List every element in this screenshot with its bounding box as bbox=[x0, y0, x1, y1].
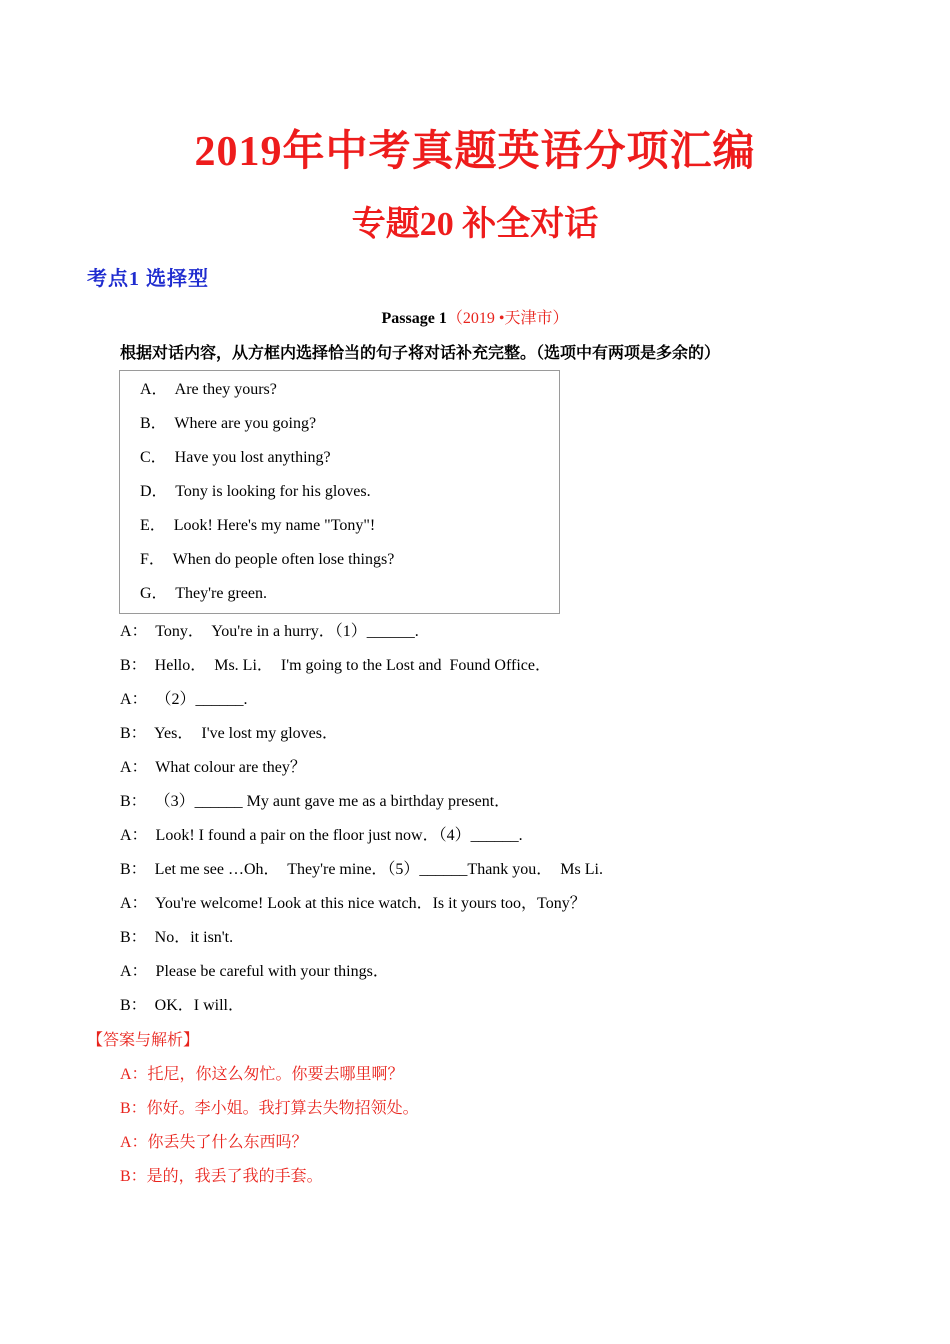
dialogue-line: A： Tony． You're in a hurry．（1）______. bbox=[120, 623, 419, 640]
option-d: D． Tony is looking for his gloves. bbox=[140, 483, 371, 500]
dialogue-line: B： Let me see …Oh． They're mine．（5）______Thank you． Ms Li. bbox=[120, 861, 603, 878]
options-box bbox=[119, 370, 560, 614]
dialogue-line: B： No．it isn't. bbox=[120, 929, 234, 946]
answer-line: B：你好。李小姐。我打算去失物招领处。 bbox=[120, 1100, 419, 1117]
passage-source-close: ） bbox=[552, 310, 569, 327]
passage-label: Passage 1 bbox=[381, 310, 447, 327]
dialogue-line: B： Yes． I've lost my gloves． bbox=[120, 725, 339, 742]
dialogue-line: A： Please be careful with your things． bbox=[120, 963, 389, 980]
dialogue-line: B： （3）______ My aunt gave me as a birthday present． bbox=[120, 793, 511, 810]
option-c: C． Have you lost anything? bbox=[140, 449, 331, 466]
passage-header bbox=[0, 305, 950, 328]
dialogue-line: A： （2）______. bbox=[120, 691, 248, 708]
passage-source: 2019 •天津市 bbox=[462, 310, 553, 327]
passage-source-open: （ bbox=[446, 310, 463, 327]
dialogue-line: B： OK．I will． bbox=[120, 997, 245, 1014]
answer-line: A：托尼，你这么匆忙。你要去哪里啊？ bbox=[120, 1066, 404, 1083]
dialogue-line: A： Look! I found a pair on the floor just now．（4）______. bbox=[120, 827, 523, 844]
dialogue-line: A： You're welcome! Look at this nice watch．Is it yours too，Tony？ bbox=[120, 895, 586, 912]
answer-line: B：是的，我丢了我的手套。 bbox=[120, 1168, 323, 1185]
option-g: G． They're green. bbox=[140, 585, 267, 602]
section-heading: 考点1 选择型 bbox=[87, 268, 209, 290]
instruction-text: 根据对话内容，从方框内选择恰当的句子将对话补充完整。（选项中有两项是多余的） bbox=[120, 345, 721, 362]
dialogue-line: A： What colour are they？ bbox=[120, 759, 306, 776]
answer-line: A：你丢失了什么东西吗？ bbox=[120, 1134, 308, 1151]
answer-heading: 【答案与解析】 bbox=[87, 1032, 200, 1049]
document-subtitle: 专题20 补全对话 bbox=[351, 206, 599, 243]
option-a: A． Are they yours? bbox=[140, 381, 277, 398]
option-b: B． Where are you going? bbox=[140, 415, 317, 432]
dialogue-line: B： Hello． Ms. Li． I'm going to the Lost and Found Office． bbox=[120, 657, 552, 674]
option-e: E． Look! Here's my name "Tony"! bbox=[140, 517, 376, 534]
document-title: 2019年中考真题英语分项汇编 bbox=[194, 129, 756, 175]
option-f: F． When do people often lose things? bbox=[140, 551, 395, 568]
